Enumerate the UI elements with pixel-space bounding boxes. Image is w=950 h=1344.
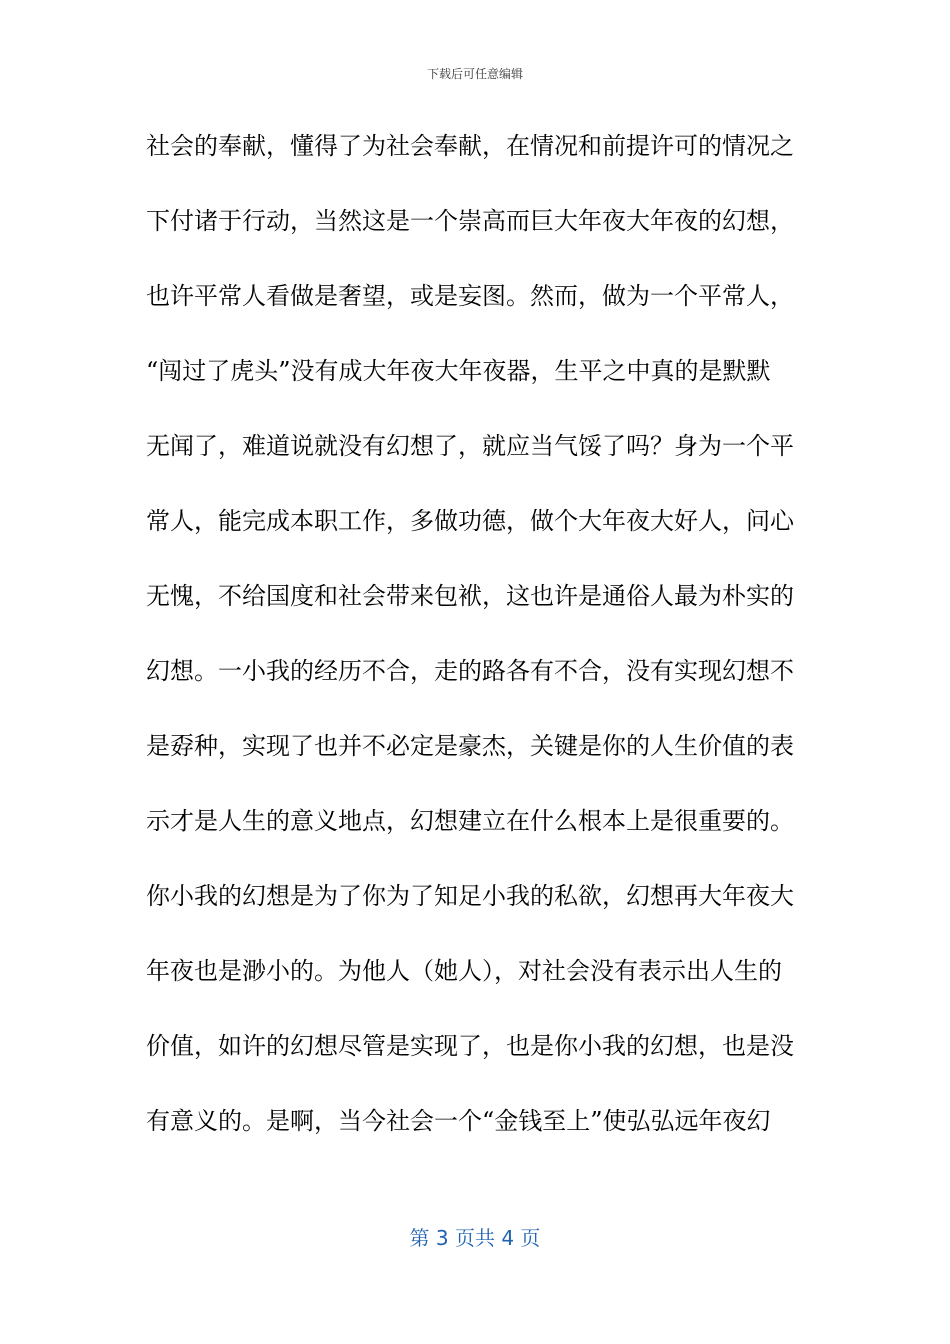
text-line: 有意义的。是啊，当今社会一个“金钱至上”使弘弘远年夜幻 bbox=[146, 1107, 771, 1135]
text-line: 下付诸于行动，当然这是一个崇高而巨大年夜大年夜的幻想， bbox=[146, 207, 794, 235]
text-line: 社会的奉献，懂得了为社会奉献，在情况和前提许可的情况之 bbox=[146, 132, 794, 160]
text-line: 价值，如许的幻想尽管是实现了，也是你小我的幻想，也是没 bbox=[146, 1032, 794, 1060]
text-line: “闯过了虎头”没有成大年夜大年夜器，生平之中真的是默默 bbox=[146, 357, 771, 385]
text-line: 年夜也是渺小的。为他人（她人），对社会没有表示出人生的 bbox=[146, 957, 782, 985]
page-number-footer: 第 3 页共 4 页 bbox=[409, 1226, 541, 1250]
text-line: 是孬种，实现了也并不必定是豪杰，关键是你的人生价值的表 bbox=[146, 732, 794, 760]
text-line: 无闻了，难道说就没有幻想了，就应当气馁了吗？身为一个平 bbox=[146, 432, 794, 460]
page-header: 下载后可任意编辑 bbox=[426, 67, 523, 81]
text-line: 你小我的幻想是为了你为了知足小我的私欲，幻想再大年夜大 bbox=[146, 882, 794, 910]
text-line: 也许平常人看做是奢望，或是妄图。然而，做为一个平常人， bbox=[146, 282, 794, 310]
document-body bbox=[146, 124, 806, 1174]
text-line: 常人，能完成本职工作，多做功德，做个大年夜大好人，问心 bbox=[146, 507, 794, 535]
text-line: 示才是人生的意义地点，幻想建立在什么根本上是很重要的。 bbox=[146, 807, 794, 835]
text-line: 幻想。一小我的经历不合，走的路各有不合，没有实现幻想不 bbox=[146, 657, 794, 685]
text-line: 无愧，不给国度和社会带来包袱，这也许是通俗人最为朴实的 bbox=[146, 582, 794, 610]
